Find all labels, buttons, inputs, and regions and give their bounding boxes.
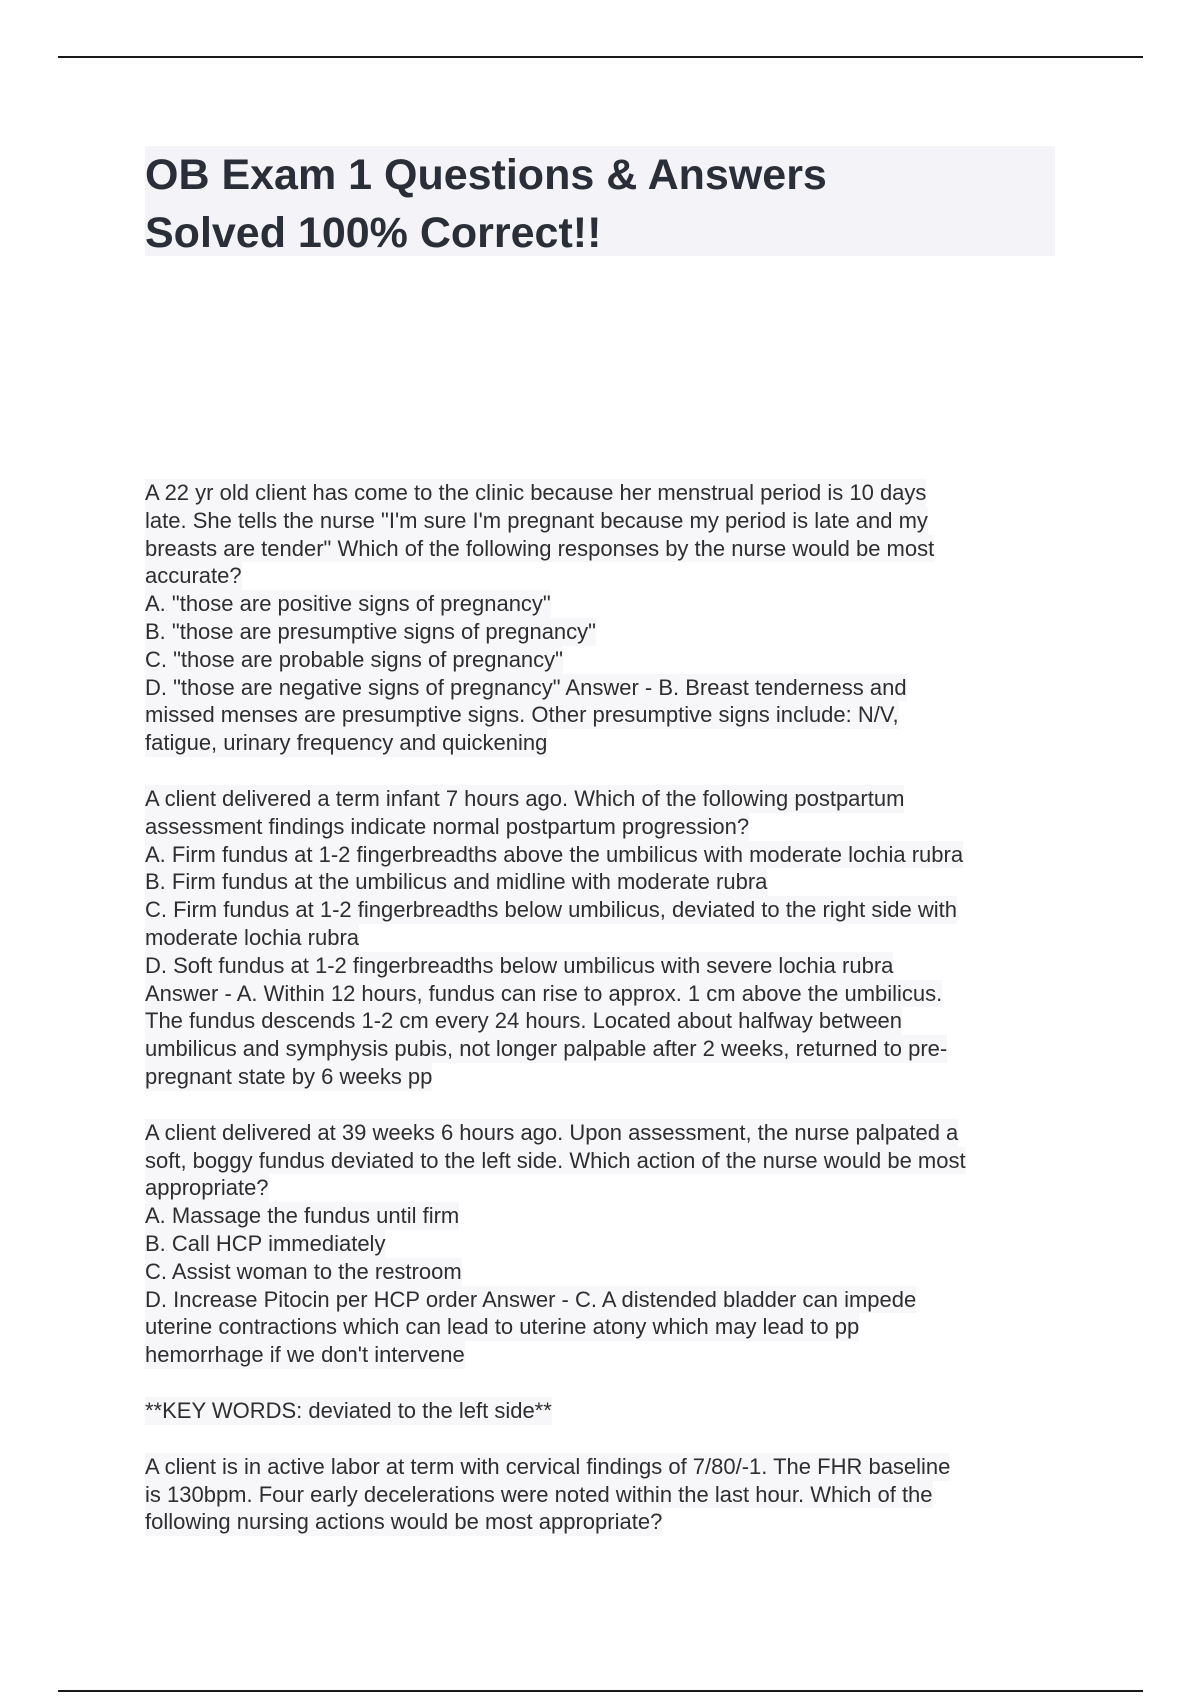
text-line: hemorrhage if we don't intervene [145, 1342, 465, 1368]
text-line: appropriate? [145, 1175, 269, 1201]
question-block [145, 785, 1065, 1091]
text-line: assessment findings indicate normal postpartum progression? [145, 813, 750, 839]
text-line: A. "those are positive signs of pregnancy" [145, 591, 551, 617]
question-block [145, 1453, 1065, 1536]
text-line: B. "those are presumptive signs of pregnancy" [145, 618, 596, 644]
text-line: A. Massage the fundus until firm [145, 1203, 460, 1229]
text-line: A client is in active labor at term with cervical findings of 7/80/-1. The FHR baseline [145, 1453, 951, 1479]
text-line: soft, boggy fundus deviated to the left side. Which action of the nurse would be most [145, 1147, 966, 1173]
text-line: umbilicus and symphysis pubis, not longer palpable after 2 weeks, returned to pre- [145, 1036, 948, 1062]
text-line: A. Firm fundus at 1-2 fingerbreadths above the umbilicus with moderate lochia rubra [145, 841, 964, 867]
text-line: uterine contractions which can lead to uterine atony which may lead to pp [145, 1314, 860, 1340]
title-line-2: Solved 100% Correct!! [145, 209, 602, 257]
text-line: C. Firm fundus at 1-2 fingerbreadths below umbilicus, deviated to the right side with [145, 897, 957, 923]
text-line: A client delivered a term infant 7 hours ago. Which of the following postpartum [145, 785, 905, 811]
text-line: B. Call HCP immediately [145, 1230, 386, 1256]
text-line: The fundus descends 1-2 cm every 24 hours. Located about halfway between [145, 1008, 903, 1034]
document-title [145, 146, 1055, 256]
text-line: late. She tells the nurse "I'm sure I'm pregnant because my period is late and my [145, 507, 928, 533]
text-line: Answer - A. Within 12 hours, fundus can rise to approx. 1 cm above the umbilicus. [145, 980, 943, 1006]
document-body [145, 479, 1065, 1564]
text-line: B. Firm fundus at the umbilicus and midline with moderate rubra [145, 869, 768, 895]
title-line-1: OB Exam 1 Questions & Answers [145, 151, 827, 199]
text-line: moderate lochia rubra [145, 924, 360, 950]
text-line: breasts are tender" Which of the following responses by the nurse would be most [145, 535, 935, 561]
text-line: fatigue, urinary frequency and quickening [145, 730, 548, 756]
question-block [145, 1397, 1065, 1425]
header-rule [58, 56, 1143, 58]
text-line: D. Soft fundus at 1-2 fingerbreadths below umbilicus with severe lochia rubra [145, 952, 894, 978]
text-line: is 130bpm. Four early decelerations were noted within the last hour. Which of the [145, 1481, 933, 1507]
text-line: **KEY WORDS: deviated to the left side** [145, 1397, 552, 1423]
text-line: missed menses are presumptive signs. Other presumptive signs include: N/V, [145, 702, 899, 728]
text-line: pregnant state by 6 weeks pp [145, 1063, 433, 1089]
footer-rule [58, 1690, 1143, 1692]
text-line: D. "those are negative signs of pregnancy" Answer - B. Breast tenderness and [145, 674, 907, 700]
text-line: C. "those are probable signs of pregnancy" [145, 646, 563, 672]
text-line: A client delivered at 39 weeks 6 hours ago. Upon assessment, the nurse palpated a [145, 1119, 959, 1145]
text-line: C. Assist woman to the restroom [145, 1258, 462, 1284]
text-line: A 22 yr old client has come to the clinic because her menstrual period is 10 days [145, 480, 927, 505]
text-line: following nursing actions would be most appropriate? [145, 1509, 663, 1535]
question-block [145, 1119, 1065, 1369]
question-block [145, 479, 1065, 757]
text-line: D. Increase Pitocin per HCP order Answer - C. A distended bladder can impede [145, 1286, 917, 1312]
text-line: accurate? [145, 563, 242, 589]
